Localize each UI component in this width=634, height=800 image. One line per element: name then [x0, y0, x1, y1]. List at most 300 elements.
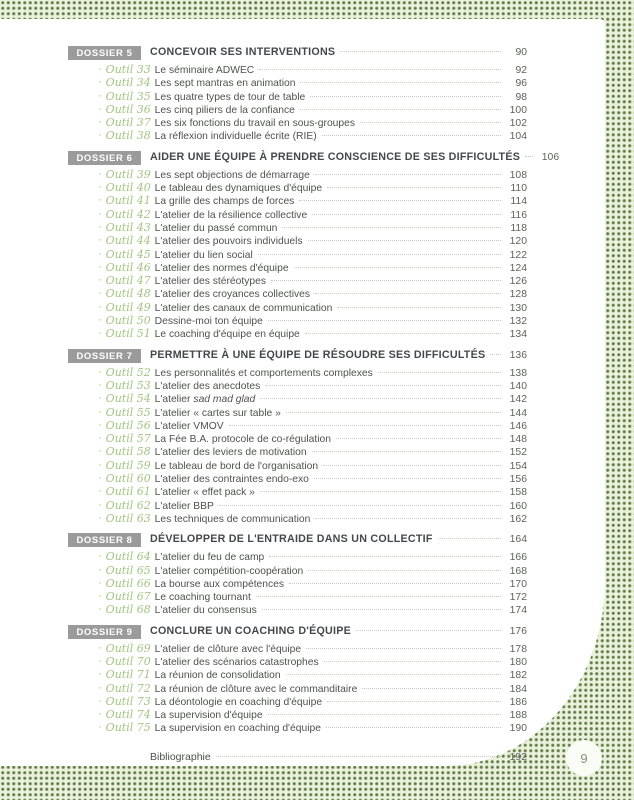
item-page: 134	[509, 329, 527, 341]
bibliography-page: 192	[509, 751, 527, 763]
item-page: 186	[509, 696, 527, 708]
item-label-wrap	[155, 487, 255, 498]
page-number-circle	[566, 740, 602, 776]
bullet-icon: ·	[98, 511, 102, 524]
toc-item-row	[68, 261, 527, 274]
item-label: L'atelier des normes d'équipe	[154, 262, 289, 274]
outil-label: Outil 63	[105, 511, 151, 525]
toc-item-row	[68, 721, 527, 734]
page-number: 9	[580, 750, 588, 766]
outil-label: Outil 39	[105, 167, 151, 181]
toc-item-row	[68, 512, 527, 525]
item-label-wrap	[155, 236, 303, 247]
item-label: L'atelier « effet pack »	[154, 487, 255, 499]
outil-label: Outil 75	[105, 721, 151, 735]
item-label-wrap	[155, 657, 319, 668]
item-label-wrap	[155, 368, 373, 379]
bullet-icon: ·	[98, 287, 102, 300]
leader-dots	[322, 135, 501, 136]
item-page: 148	[509, 434, 527, 446]
item-label: Le coaching d'équipe en équipe	[154, 329, 300, 341]
table-of-contents	[0, 19, 605, 766]
bullet-icon: ·	[98, 63, 102, 75]
section-title-row	[68, 349, 527, 363]
toc-item-row	[68, 168, 527, 181]
outil-label: Outil 33	[105, 63, 151, 76]
leader-dots	[356, 630, 501, 631]
item-label-wrap	[155, 92, 306, 103]
item-label-wrap	[155, 421, 224, 432]
leader-dots	[438, 538, 501, 539]
toc-item-row	[68, 90, 527, 103]
item-page: 180	[509, 656, 527, 668]
item-page: 144	[509, 407, 527, 419]
item-page: 120	[509, 236, 527, 248]
toc-section	[68, 150, 560, 341]
item-label: L'atelier des stéréotypes	[154, 276, 266, 288]
outil-label: Outil 52	[105, 365, 151, 379]
dossier-badge: DOSSIER 5	[68, 46, 141, 60]
leader-dots	[312, 214, 501, 215]
outil-label: Outil 59	[105, 458, 151, 472]
bullet-icon: ·	[98, 194, 102, 207]
bullet-icon: ·	[98, 550, 102, 563]
outil-label: Outil 46	[105, 260, 151, 274]
item-label: L'atelier du lien social	[154, 249, 253, 261]
toc-item-row	[68, 327, 527, 340]
section-title: CONCEVOIR SES INTERVENTIONS	[150, 46, 336, 58]
item-label-wrap	[155, 461, 318, 472]
item-page: 128	[509, 289, 527, 301]
item-label-wrap	[155, 170, 310, 181]
toc-item-row	[68, 116, 527, 129]
leader-dots	[300, 82, 501, 83]
item-label-wrap	[155, 514, 311, 525]
item-label-wrap	[155, 723, 321, 734]
toc-item-row	[68, 406, 527, 419]
outil-label: Outil 36	[105, 102, 151, 116]
leader-dots	[306, 648, 501, 649]
item-page: 170	[509, 578, 527, 590]
outil-label: Outil 45	[105, 247, 151, 261]
outil-label: Outil 67	[105, 590, 151, 604]
item-label: L'atelier BBP	[154, 500, 214, 512]
leader-dots	[336, 438, 501, 439]
outil-label: Outil 73	[105, 694, 151, 708]
outil-label: Outil 54	[105, 392, 151, 406]
bullet-icon: ·	[98, 89, 102, 102]
item-label-wrap	[155, 501, 214, 512]
outil-label: Outil 58	[105, 445, 151, 459]
item-label-wrap	[155, 408, 281, 419]
item-page: 138	[509, 367, 527, 379]
item-label-wrap	[155, 105, 295, 116]
item-label: La grille des champs de forces	[154, 196, 295, 208]
toc-item-row	[68, 274, 527, 287]
outil-label: Outil 40	[105, 181, 151, 195]
item-page: 104	[509, 131, 527, 143]
toc-item-row	[68, 392, 527, 405]
bullet-icon: ·	[98, 668, 102, 681]
toc-item-row	[68, 419, 527, 432]
item-page: 166	[509, 552, 527, 564]
outil-label: Outil 68	[105, 603, 151, 617]
item-page: 184	[509, 683, 527, 695]
item-page: 188	[509, 710, 527, 722]
bullet-icon: ·	[98, 327, 102, 340]
bullet-icon: ·	[98, 260, 102, 273]
bullet-icon: ·	[98, 590, 102, 603]
toc-item-row	[68, 181, 527, 194]
outil-label: Outil 72	[105, 681, 151, 695]
section-title: CONCLURE UN COACHING D'ÉQUIPE	[150, 624, 351, 637]
section-items	[68, 168, 527, 341]
toc-item-row	[68, 682, 527, 695]
leader-dots	[308, 570, 501, 571]
item-label: Les sept mantras en animation	[154, 78, 296, 90]
item-label: L'atelier du passé commun	[154, 222, 278, 234]
leader-dots	[525, 156, 533, 157]
item-label-wrap	[155, 316, 263, 327]
bullet-icon: ·	[98, 472, 102, 485]
item-page: 156	[509, 474, 527, 486]
leader-dots	[256, 596, 501, 597]
item-label-wrap	[155, 381, 261, 392]
toc-item-row	[68, 603, 527, 616]
section-page: 90	[515, 47, 527, 58]
toc-item-row	[68, 208, 527, 221]
outil-label: Outil 65	[105, 563, 151, 577]
item-label-wrap	[155, 566, 304, 577]
toc-item-row	[68, 301, 527, 314]
item-label: Les techniques de communication	[154, 513, 311, 525]
section-items	[68, 642, 527, 735]
item-page: 146	[509, 420, 527, 432]
item-label-wrap	[155, 434, 331, 445]
item-page: 160	[509, 500, 527, 512]
leader-dots	[340, 51, 501, 52]
leader-dots	[308, 240, 501, 241]
section-title-row	[68, 625, 527, 639]
section-title-row	[68, 46, 527, 60]
leader-dots	[262, 609, 501, 610]
item-label: L'atelier des anecdotes	[154, 380, 261, 392]
toc-item-row	[68, 287, 527, 300]
item-page: 118	[510, 222, 527, 234]
item-page: 158	[509, 487, 527, 499]
item-label: L'atelier	[154, 394, 191, 406]
item-label: La supervision en coaching d'équipe	[154, 723, 321, 735]
item-label: Les six fonctions du travail en sous-groupes	[154, 118, 355, 130]
bullet-icon: ·	[98, 681, 102, 694]
bullet-icon: ·	[98, 654, 102, 667]
item-page: 174	[509, 605, 527, 617]
leader-dots	[260, 398, 501, 399]
item-label-wrap	[155, 263, 289, 274]
bullet-icon: ·	[98, 576, 102, 589]
item-label: L'atelier du consensus	[154, 605, 257, 617]
item-label: La réflexion individuelle écrite (RIE)	[154, 131, 317, 143]
leader-dots	[312, 451, 501, 452]
leader-dots	[289, 583, 501, 584]
item-page: 140	[509, 380, 527, 392]
outil-label: Outil 34	[105, 76, 151, 90]
toc-item-row	[68, 379, 527, 392]
outil-label: Outil 35	[105, 89, 151, 103]
item-label-wrap	[155, 394, 256, 405]
toc-item-row	[68, 103, 527, 116]
toc-item-row	[68, 577, 527, 590]
toc-item-row	[68, 366, 527, 379]
leader-dots	[323, 465, 501, 466]
item-page: 102	[509, 118, 527, 130]
item-label-wrap	[155, 78, 296, 89]
outil-label: Outil 62	[105, 498, 151, 512]
bullet-icon: ·	[98, 314, 102, 327]
leader-dots	[324, 661, 501, 662]
outil-label: Outil 57	[105, 432, 151, 446]
item-page: 130	[509, 302, 527, 314]
bibliography-row	[68, 751, 527, 763]
item-label: Les quatre types de tour de table	[154, 91, 306, 103]
leader-dots	[282, 227, 501, 228]
item-label-wrap	[155, 210, 308, 221]
leader-dots	[271, 280, 501, 281]
item-label: L'atelier du feu de camp	[154, 552, 265, 564]
bullet-icon: ·	[98, 378, 102, 391]
item-label: L'atelier des canaux de communication	[154, 302, 333, 314]
item-label: L'atelier VMOV	[154, 420, 224, 432]
item-label: L'atelier de la résilience collective	[154, 209, 308, 221]
leader-dots	[337, 307, 501, 308]
section-title-row	[68, 150, 560, 165]
bullet-icon: ·	[98, 445, 102, 458]
toc-section	[68, 533, 527, 616]
outil-label: Outil 64	[105, 550, 151, 564]
section-title: PERMETTRE À UNE ÉQUIPE DE RÉSOUDRE SES DIFFICULTÉS	[150, 348, 486, 361]
item-label: Le séminaire ADWEC	[154, 65, 255, 76]
item-page: 172	[509, 592, 527, 604]
item-label-wrap	[155, 65, 255, 76]
item-label: La réunion de consolidation	[154, 670, 281, 682]
toc-item-row	[68, 590, 527, 603]
leader-dots	[219, 505, 501, 506]
item-label: L'atelier compétition-coopération	[154, 565, 304, 577]
outil-label: Outil 74	[105, 708, 151, 722]
item-label: L'atelier des leviers de motivation	[154, 447, 307, 459]
leader-dots	[300, 109, 501, 110]
outil-label: Outil 49	[105, 300, 151, 314]
leader-dots	[259, 69, 501, 70]
toc-section	[68, 46, 527, 143]
leader-dots	[299, 200, 501, 201]
leader-dots	[265, 385, 501, 386]
dossier-badge: DOSSIER 6	[68, 151, 141, 165]
toc-section	[68, 349, 527, 526]
bullet-icon: ·	[98, 274, 102, 287]
leader-dots	[305, 333, 501, 334]
toc-item-row	[68, 655, 527, 668]
item-page: 182	[509, 670, 527, 682]
item-label-wrap	[155, 552, 265, 563]
item-label-wrap	[155, 644, 301, 655]
bullet-icon: ·	[98, 458, 102, 471]
item-page: 178	[509, 643, 527, 655]
toc-item-row	[68, 459, 527, 472]
bullet-icon: ·	[98, 432, 102, 445]
section-items	[68, 63, 527, 143]
item-page: 96	[515, 78, 527, 90]
toc-item-row	[68, 642, 527, 655]
leader-dots	[327, 701, 501, 702]
item-page: 122	[509, 249, 527, 261]
toc-item-row	[68, 63, 527, 76]
outil-label: Outil 69	[105, 641, 151, 655]
leader-dots	[315, 518, 501, 519]
bullet-icon: ·	[98, 694, 102, 707]
dossier-badge: DOSSIER 7	[68, 349, 141, 363]
toc-item-row	[68, 248, 527, 261]
toc-item-row	[68, 564, 527, 577]
item-page: 114	[510, 196, 527, 208]
leader-dots	[258, 254, 501, 255]
outil-label: Outil 38	[105, 129, 151, 143]
bullet-icon: ·	[98, 418, 102, 431]
outil-label: Outil 61	[105, 485, 151, 499]
toc-item-row	[68, 314, 527, 327]
item-label: La réunion de clôture avec le commanditaire	[154, 683, 358, 695]
toc-item-row	[68, 485, 527, 498]
item-page: 154	[509, 460, 527, 472]
leader-dots	[268, 714, 501, 715]
bullet-icon: ·	[98, 167, 102, 180]
leader-dots	[268, 320, 501, 321]
toc-item-row	[68, 129, 527, 142]
leader-dots	[362, 688, 501, 689]
section-page: 136	[509, 349, 527, 361]
outil-label: Outil 50	[105, 314, 151, 328]
item-label: L'atelier des croyances collectives	[154, 289, 311, 301]
outil-label: Outil 48	[105, 287, 151, 301]
toc-item-row	[68, 76, 527, 89]
item-label-wrap	[155, 605, 257, 616]
item-label: La déontologie en coaching d'équipe	[154, 696, 323, 708]
bullet-icon: ·	[98, 563, 102, 576]
section-page: 164	[509, 534, 527, 546]
bullet-icon: ·	[98, 116, 102, 129]
outil-label: Outil 56	[105, 418, 151, 432]
bullet-icon: ·	[98, 76, 102, 89]
toc-item-row	[68, 550, 527, 563]
item-label-wrap	[155, 183, 322, 194]
leader-dots	[286, 674, 501, 675]
item-label: L'atelier des scénarios catastrophes	[154, 656, 319, 668]
outil-label: Outil 47	[105, 274, 151, 288]
section-page: 176	[509, 625, 527, 637]
bullet-icon: ·	[98, 641, 102, 654]
item-label: Dessine-moi ton équipe	[154, 316, 263, 328]
item-page: 132	[509, 316, 527, 328]
leader-dots	[315, 293, 501, 294]
section-items	[68, 366, 527, 526]
leader-dots	[490, 354, 501, 355]
bullet-icon: ·	[98, 207, 102, 220]
dossier-badge: DOSSIER 9	[68, 625, 141, 639]
item-page: 124	[509, 262, 527, 274]
item-page: 98	[515, 91, 527, 103]
item-label: Les sept objections de démarrage	[154, 169, 310, 181]
item-label-wrap	[155, 579, 284, 590]
item-label-wrap	[155, 289, 310, 300]
toc-item-row	[68, 668, 527, 681]
outil-label: Outil 70	[105, 654, 151, 668]
item-label: La supervision d'équipe	[154, 710, 263, 722]
item-page: 116	[510, 209, 527, 221]
item-label: L'atelier des contraintes endo-exo	[154, 474, 309, 486]
leader-dots	[286, 412, 501, 413]
bullet-icon: ·	[98, 485, 102, 498]
bullet-icon: ·	[98, 721, 102, 734]
item-page: 190	[509, 723, 527, 735]
item-label-wrap	[155, 447, 307, 458]
item-label-wrap	[155, 250, 253, 261]
item-page: 92	[515, 65, 527, 76]
leader-dots	[327, 187, 501, 188]
item-label: L'atelier « cartes sur table »	[154, 407, 281, 419]
leader-dots	[269, 556, 501, 557]
bullet-icon: ·	[98, 708, 102, 721]
section-title: AIDER UNE ÉQUIPE À PRENDRE CONSCIENCE DE SES DIFFICULTÉS	[150, 150, 521, 163]
outil-label: Outil 37	[105, 116, 151, 130]
section-items	[68, 550, 527, 616]
bullet-icon: ·	[98, 365, 102, 378]
item-page: 100	[509, 104, 527, 116]
toc-item-row	[68, 221, 527, 234]
bullet-icon: ·	[98, 220, 102, 233]
item-label: Le coaching tournant	[154, 592, 251, 604]
item-label: L'atelier des pouvoirs individuels	[154, 236, 303, 248]
bullet-icon: ·	[98, 405, 102, 418]
item-page: 110	[510, 183, 527, 195]
outil-label: Outil 60	[105, 472, 151, 486]
toc-item-row	[68, 234, 527, 247]
bullet-icon: ·	[98, 102, 102, 115]
item-label: L'atelier de clôture avec l'équipe	[154, 643, 302, 655]
item-label: Les personnalités et comportements complexes	[154, 367, 373, 379]
item-label-italic: sad mad glad	[193, 394, 256, 406]
section-page: 106	[541, 151, 560, 163]
bullet-icon: ·	[98, 498, 102, 511]
toc-item-row	[68, 695, 527, 708]
item-label-wrap	[155, 697, 322, 708]
item-label-wrap	[155, 684, 358, 695]
bullet-icon: ·	[98, 603, 102, 616]
bibliography-label: Bibliographie	[150, 750, 211, 763]
outil-label: Outil 66	[105, 576, 151, 590]
item-label-wrap	[155, 710, 263, 721]
outil-label: Outil 55	[105, 405, 151, 419]
bullet-icon: ·	[98, 392, 102, 405]
leader-dots	[216, 756, 501, 757]
section-title: DÉVELOPPER DE L'ENTRAIDE DANS UN COLLECTIF	[150, 533, 433, 546]
bullet-icon: ·	[98, 300, 102, 313]
leader-dots	[229, 425, 501, 426]
item-label: La Fée B.A. protocole de co-régulation	[154, 434, 331, 446]
outil-label: Outil 42	[105, 207, 151, 221]
item-label-wrap	[155, 223, 278, 234]
leader-dots	[260, 491, 501, 492]
item-label-wrap	[155, 303, 333, 314]
